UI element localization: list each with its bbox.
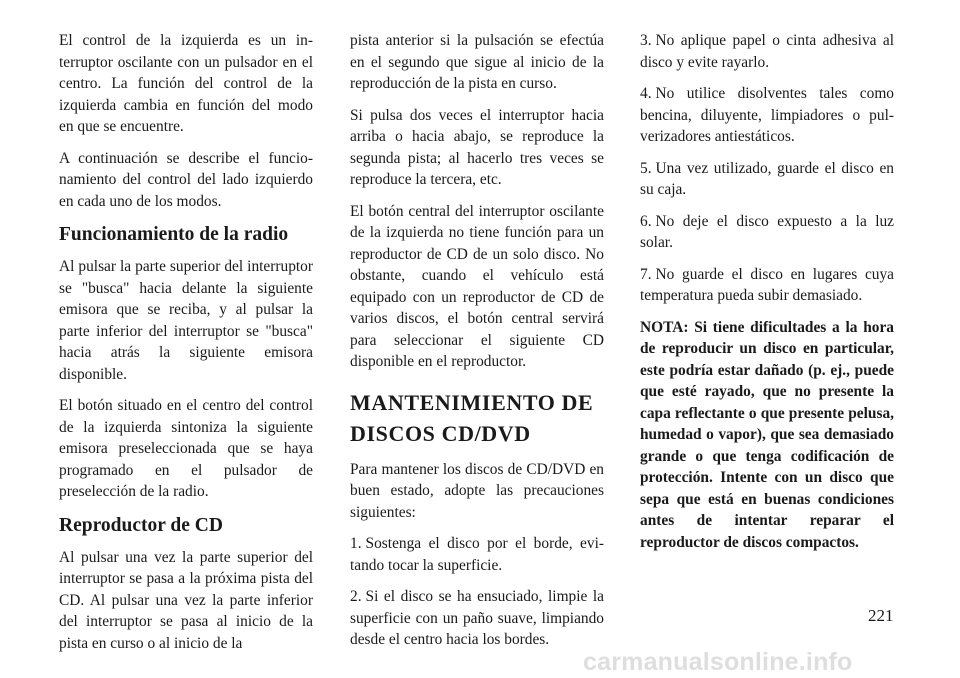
- list-number: 5.: [640, 159, 652, 177]
- column-right: [640, 30, 894, 563]
- paragraph-cd-multi-press: Si pulsa dos veces el interruptor hacia arriba o hacia abajo, se reproduce la segunda pista; al hacerlo tres veces se reproduce la tercera, etc.: [350, 106, 604, 188]
- list-item-7: [640, 264, 894, 307]
- list-text: No aplique papel o cinta adhesiva al disco y evite rayarlo.: [640, 32, 894, 71]
- list-item-5: [640, 158, 894, 201]
- note-paragraph: NOTA: Si tiene dificultades a la hora de reproducir un disco en particular, este podría estar dañado (p. ej., puede que esté rayado, que no presente la capa reflectante o que presente pelusa, humedad o vapor), que sea demasiado grande o que tenga codificación de protección. Intente con un disco que sepa que está en buenas condiciones antes de intentar reparar el reproductor de discos compactos.: [640, 318, 894, 551]
- paragraph-modes-intro: A continuación se describe el funcionamiento del control del lado izquierdo en cada uno de los modos.: [59, 149, 313, 210]
- paragraph-precautions-intro: Para mantener los discos de CD/DVD en buen estado, adopte las precauciones siguientes:: [350, 460, 604, 521]
- list-text: No guarde el disco en lugares cuya temperatura pueda subir demasiado.: [640, 265, 894, 304]
- list-item-3: [640, 30, 894, 73]
- heading-radio-operation: Funcionamiento de la radio: [59, 224, 289, 245]
- list-text: No utilice disolventes tales como bencina, diluyente, limpiadores o pulverizadores antiestáticos.: [640, 85, 894, 145]
- list-item-4: [640, 83, 894, 148]
- list-text: No deje el disco expuesto a la luz solar.: [640, 212, 894, 251]
- list-item-6: [640, 211, 894, 254]
- paragraph-radio-preset: El botón situado en el centro del control de la izquierda sintoniza la siguiente emisora preseleccionada que se haya programado en el pulsador de preselección de la radio.: [59, 397, 313, 500]
- list-number: 2.: [350, 588, 362, 605]
- column-middle: [350, 30, 604, 661]
- list-text: Una vez utilizado, guarde el disco en su caja.: [640, 159, 894, 198]
- list-text: Si el disco se ha ensuciado, limpie la superficie con un paño suave, limpiando desde el centro hacia los bordes.: [350, 588, 604, 648]
- list-text: Sostenga el disco por el borde, evitando tocar la superficie.: [350, 535, 604, 574]
- watermark: carmanualsonline.info: [583, 648, 853, 676]
- paragraph-left-control-intro: El control de la izquierda es un interruptor oscilante con un pulsador en el centro. La función del control de la izquierda cambia en función del modo en que se encuentre.: [59, 32, 313, 135]
- list-item-2: [350, 586, 604, 651]
- section-title-disc-maintenance: MANTENIMIENTO DE DISCOS CD/DVD: [350, 389, 594, 446]
- paragraph-cd-track: Al pulsar una vez la parte superior del interruptor se pasa a la próxima pista del CD. Al pulsar una vez la parte inferior del interruptor se pasa al inicio de la pista en curso o al inicio de la: [59, 548, 313, 652]
- paragraph-cd-track-continued: pista anterior si la pulsación se efectúa en el segundo que sigue al inicio de la reproducción de la pista en curso.: [350, 32, 604, 92]
- heading-cd-player: Reproductor de CD: [59, 514, 223, 536]
- paragraph-cd-center-button: El botón central del interruptor oscilante de la izquierda no tiene función para un reproductor de CD de un solo disco. No obstante, cuando el vehículo está equipado con un reproductor de CD de varios discos, el botón central servirá para seleccionar el siguiente CD disponible en el reproductor.: [350, 202, 604, 370]
- list-number: 6.: [640, 212, 652, 230]
- paragraph-radio-seek: Al pulsar la parte superior del interruptor se "busca" hacia delante la siguiente emisora que se reciba, y al pulsar la parte inferior del interruptor se "busca" hacia atrás la siguiente emisora disponible.: [59, 258, 313, 383]
- list-number: 1.: [350, 535, 362, 552]
- page-number: 221: [868, 606, 894, 625]
- column-left: [59, 30, 313, 664]
- list-item-1: [350, 533, 604, 576]
- list-number: 3.: [640, 32, 652, 49]
- list-number: 4.: [640, 85, 652, 102]
- list-number: 7.: [640, 265, 652, 283]
